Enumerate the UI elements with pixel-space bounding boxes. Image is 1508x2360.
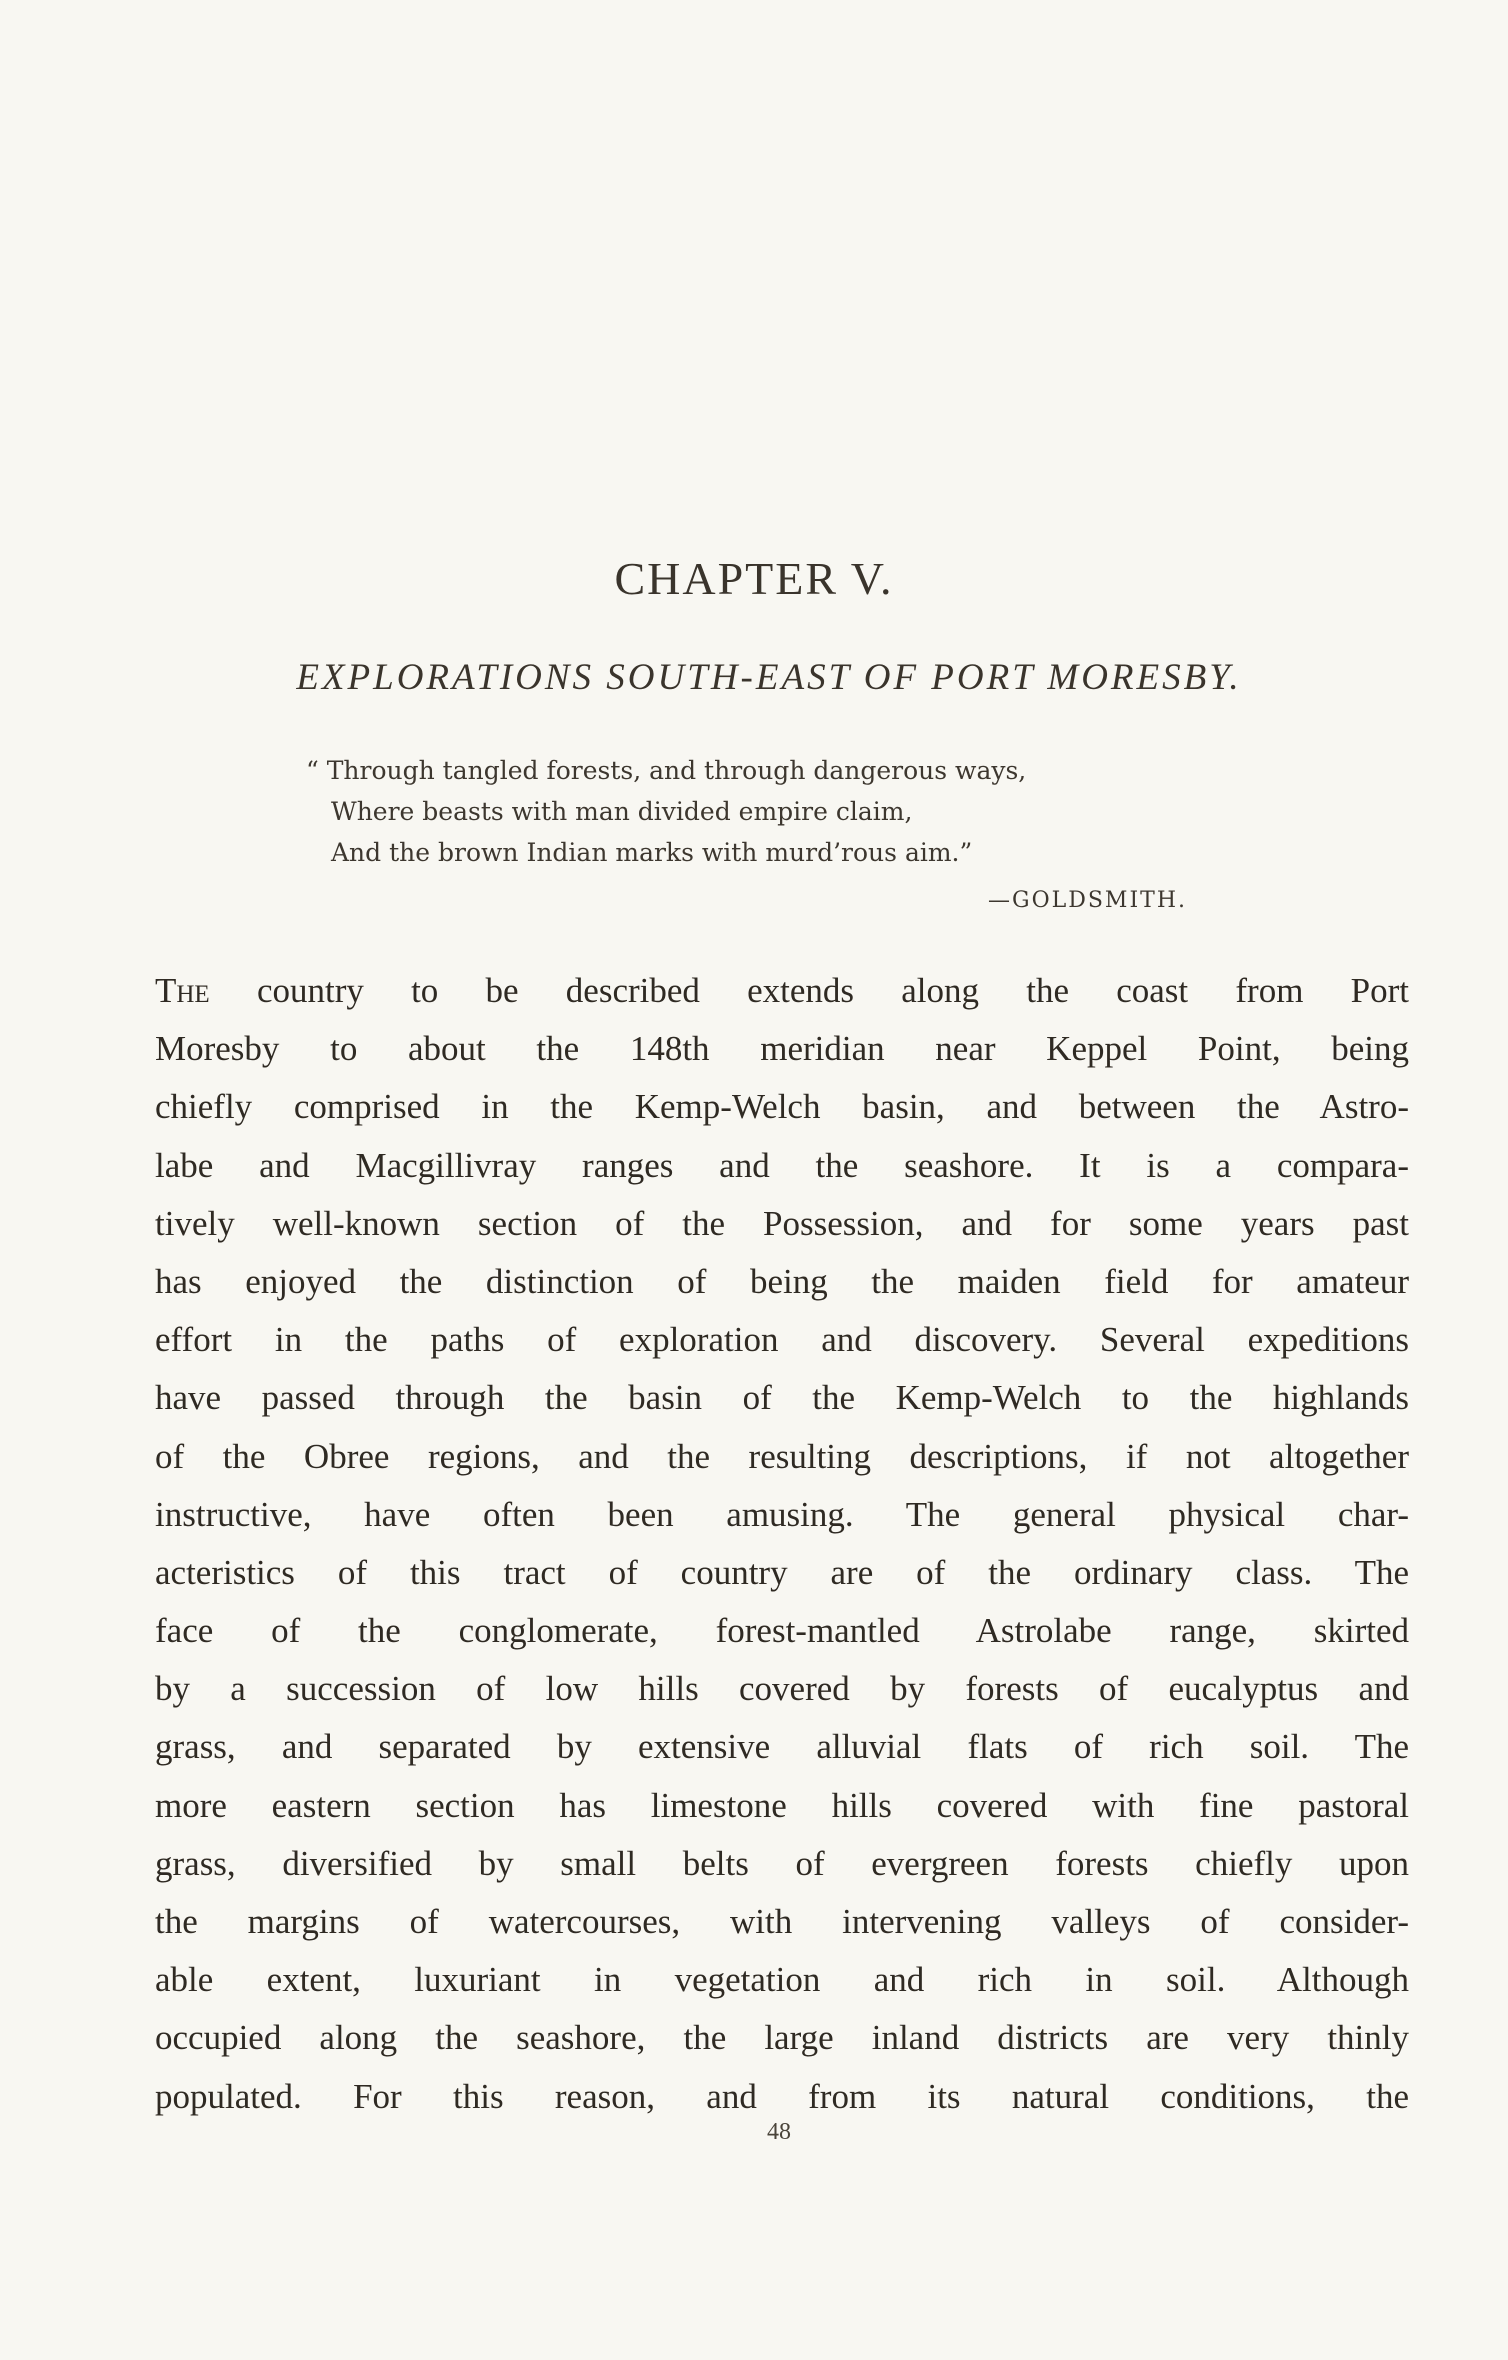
text-line: instructive, have often been amusing. The general physical char- <box>155 1494 1409 1534</box>
lead-word: The <box>155 971 210 1010</box>
text-line: grass, diversified by small belts of evergreen forests chiefly upon <box>155 1843 1409 1883</box>
chapter-subtitle: EXPLORATIONS SOUTH-EAST OF PORT MORESBY. <box>296 657 1242 698</box>
epigraph-line: And the brown Indian marks with murd’rous aim.” <box>331 838 973 867</box>
epigraph-line: Where beasts with man divided empire claim, <box>331 797 913 826</box>
page-number: 48 <box>767 2119 791 2145</box>
text-line: has enjoyed the distinction of being the maiden field for amateur <box>155 1261 1409 1301</box>
text-line: of the Obree regions, and the resulting descriptions, if not altogether <box>155 1436 1409 1476</box>
epigraph <box>306 750 1216 873</box>
text-line: populated. For this reason, and from its natural conditions, the <box>155 2076 1409 2116</box>
text-line: labe and Macgillivray ranges and the seashore. It is a compara- <box>155 1145 1409 1185</box>
text-line: by a succession of low hills covered by forests of eucalyptus and <box>155 1669 1409 1709</box>
text-line: have passed through the basin of the Kemp-Welch to the highlands <box>155 1378 1409 1418</box>
text-line: tively well-known section of the Possession, and for some years past <box>155 1203 1409 1243</box>
text-line: grass, and separated by extensive alluvial flats of rich soil. The <box>155 1727 1409 1767</box>
text-line-content: country to be described extends along the coast from Port <box>209 971 1409 1010</box>
text-line: face of the conglomerate, forest-mantled Astrolabe range, skirted <box>155 1611 1409 1651</box>
text-line: able extent, luxuriant in vegetation and rich in soil. Although <box>155 1960 1409 2000</box>
text-line: occupied along the seashore, the large inland districts are very thinly <box>155 2018 1409 2058</box>
text-line: acteristics of this tract of country are of the ordinary class. The <box>155 1552 1409 1592</box>
text-line: Moresby to about the 148th meridian near Keppel Point, being <box>155 1029 1409 1069</box>
epigraph-line: “ Through tangled forests, and through dangerous ways, <box>306 756 1027 785</box>
text-line: effort in the paths of exploration and discovery. Several expeditions <box>155 1320 1409 1360</box>
text-line: chiefly comprised in the Kemp-Welch basin, and between the Astro- <box>155 1087 1409 1127</box>
body-paragraph <box>155 962 1409 2126</box>
chapter-title: CHAPTER V. <box>614 553 894 604</box>
text-line <box>155 962 1409 1020</box>
text-line: the margins of watercourses, with intervening valleys of consider- <box>155 1902 1409 1941</box>
epigraph-attribution: —GOLDSMITH. <box>988 888 1187 913</box>
text-line: more eastern section has limestone hills covered with fine pastoral <box>155 1785 1409 1825</box>
